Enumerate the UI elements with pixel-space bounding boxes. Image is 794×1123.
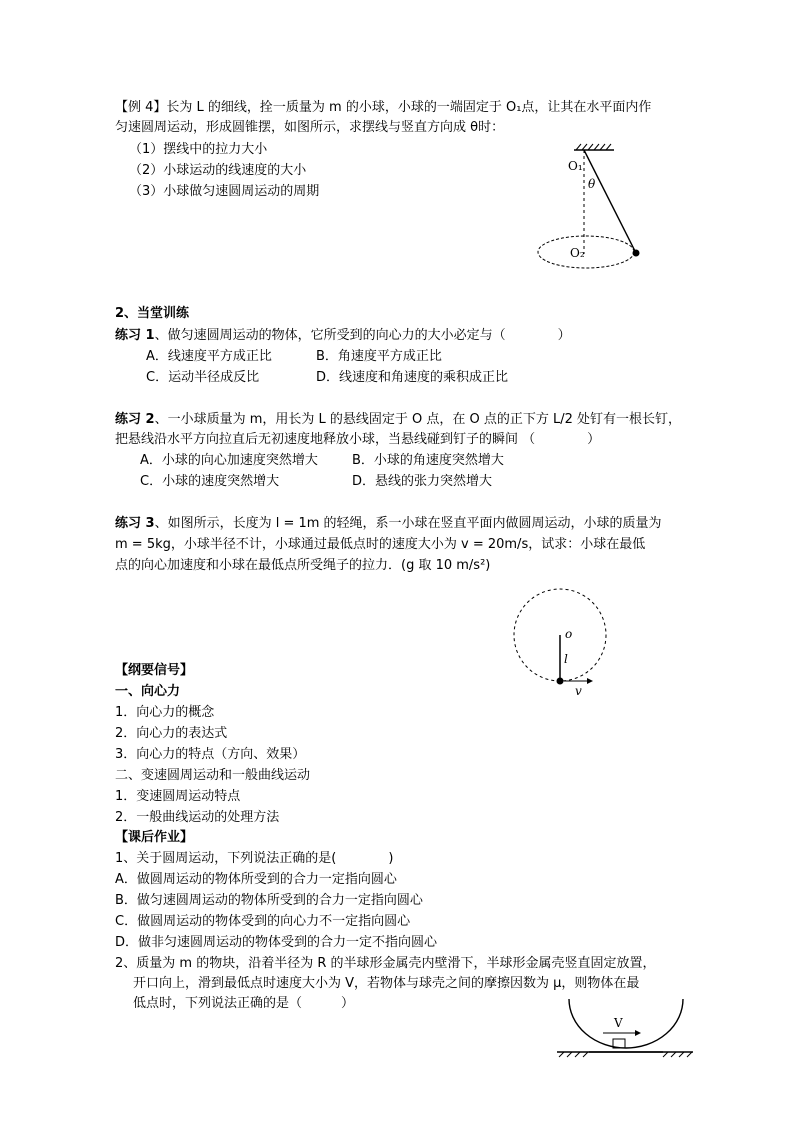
hw-q2-line2: 开口向上，滑到最低点时速度大小为 V，若物体与球壳之间的摩擦因数为 μ，则物体在最 (133, 976, 640, 991)
ex4-question-3: （3）小球做匀速圆周运动的周期 (129, 184, 320, 199)
p1-text: 、做匀速圆周运动的物体，它所受到的向心力的大小必定与（ ） (154, 328, 571, 343)
label-l: l (564, 652, 568, 666)
hw-q1-option-c: C．做圆周运动的物体受到的向心力不一定指向圆心 (115, 914, 411, 929)
hw-q1: 1、关于圆周运动，下列说法正确的是( ) (115, 851, 394, 866)
p2-option-b: B．小球的角速度突然增大 (352, 453, 504, 468)
p1-stem (115, 327, 571, 344)
hw-q1-option-a: A．做圆周运动的物体所受到的合力一定指向圆心 (115, 872, 397, 887)
p3-head: 练习 3 (115, 516, 155, 531)
p3-stem-2: m = 5kg，小球半径不计，小球通过最低点时的速度大小为 v = 20m/s，试求：小球在最低 (115, 537, 646, 552)
label-v: v (575, 684, 582, 698)
ex4-line1 (115, 99, 651, 116)
p1-option-b: B．角速度平方成正比 (316, 349, 442, 364)
hw-q1-option-d: D．做非匀速圆周运动的物体受到的合力一定不指向圆心 (115, 935, 438, 950)
outline-heading-1: 一、向心力 (115, 684, 181, 699)
p3-stem-3: 点的向心加速度和小球在最低点所受绳子的拉力．(g 取 10 m/s²) (115, 558, 491, 573)
outline-item: 2．向心力的表达式 (115, 726, 228, 741)
hw-q2-line3: 低点时，下列说法正确的是（ ） (133, 996, 355, 1011)
p1-option-c: C．运动半径成反比 (146, 370, 260, 385)
vertical-circle-figure (505, 585, 615, 698)
p2-stem-2: 把悬线沿水平方向拉直后无初速度地释放小球，当悬线碰到钉子的瞬间 （ ） (115, 432, 601, 447)
p3-text1: 、如图所示，长度为 l = 1m 的轻绳，系一小球在竖直平面内做圆周运动，小球的质量为 (154, 516, 662, 531)
outline-item: 1．向心力的概念 (115, 705, 215, 720)
label-o: o (565, 627, 573, 641)
p2-head: 练习 2 (115, 412, 155, 427)
label-o1: O₁ (568, 159, 583, 173)
p2-option-c: C．小球的速度突然增大 (140, 474, 280, 489)
outline-item: 3．向心力的特点（方向、效果） (115, 747, 306, 762)
p1-option-a: A．线速度平方成正比 (146, 349, 272, 364)
conical-pendulum-figure (530, 140, 680, 275)
p1-head: 练习 1 (115, 328, 155, 343)
homework-title: 【课后作业】 (115, 830, 194, 845)
label-v-hemisphere: V (614, 1016, 623, 1030)
outline-title: 【纲要信号】 (115, 663, 194, 678)
p1-option-d: D．线速度和角速度的乘积成正比 (316, 370, 509, 385)
ex4-question-1: （1）摆线中的拉力大小 (129, 142, 268, 157)
hemisphere-figure (553, 995, 698, 1065)
p2-option-a: A．小球的向心加速度突然增大 (140, 453, 318, 468)
p2-text1: 、一小球质量为 m，用长为 L 的悬线固定于 O 点，在 O 点的正下方 L/2 处钉有一根长钉， (154, 412, 682, 427)
hw-q1-option-b: B．做匀速圆周运动的物体所受到的合力一定指向圆心 (115, 893, 423, 908)
p2-option-d: D．悬线的张力突然增大 (352, 474, 493, 489)
label-o2: O₂ (570, 246, 585, 260)
outline-item: 1．变速圆周运动特点 (115, 789, 241, 804)
outline-item: 2．一般曲线运动的处理方法 (115, 810, 280, 825)
p2-stem-1 (115, 411, 681, 428)
label-theta: θ (588, 177, 596, 191)
ex4-line2: 匀速圆周运动，形成圆锥摆，如图所示，求摆线与竖直方向成 θ时： (115, 120, 505, 135)
ex4-question-2: （2）小球运动的线速度的大小 (129, 163, 307, 178)
outline-heading-2: 二、变速圆周运动和一般曲线运动 (115, 768, 311, 783)
p3-stem-1 (115, 515, 662, 532)
ex4-text1: 长为 L 的细线，拴一质量为 m 的小球，小球的一端固定于 O₁点，让其在水平面内作 (166, 100, 652, 115)
hw-q2-line1: 2、质量为 m 的物块，沿着半径为 R 的半球形金属壳内壁滑下，半球形金属壳竖直固定放置， (115, 956, 656, 971)
section-title: 2、当堂训练 (115, 306, 190, 321)
ex4-tag: 【例 4】 (115, 100, 167, 115)
